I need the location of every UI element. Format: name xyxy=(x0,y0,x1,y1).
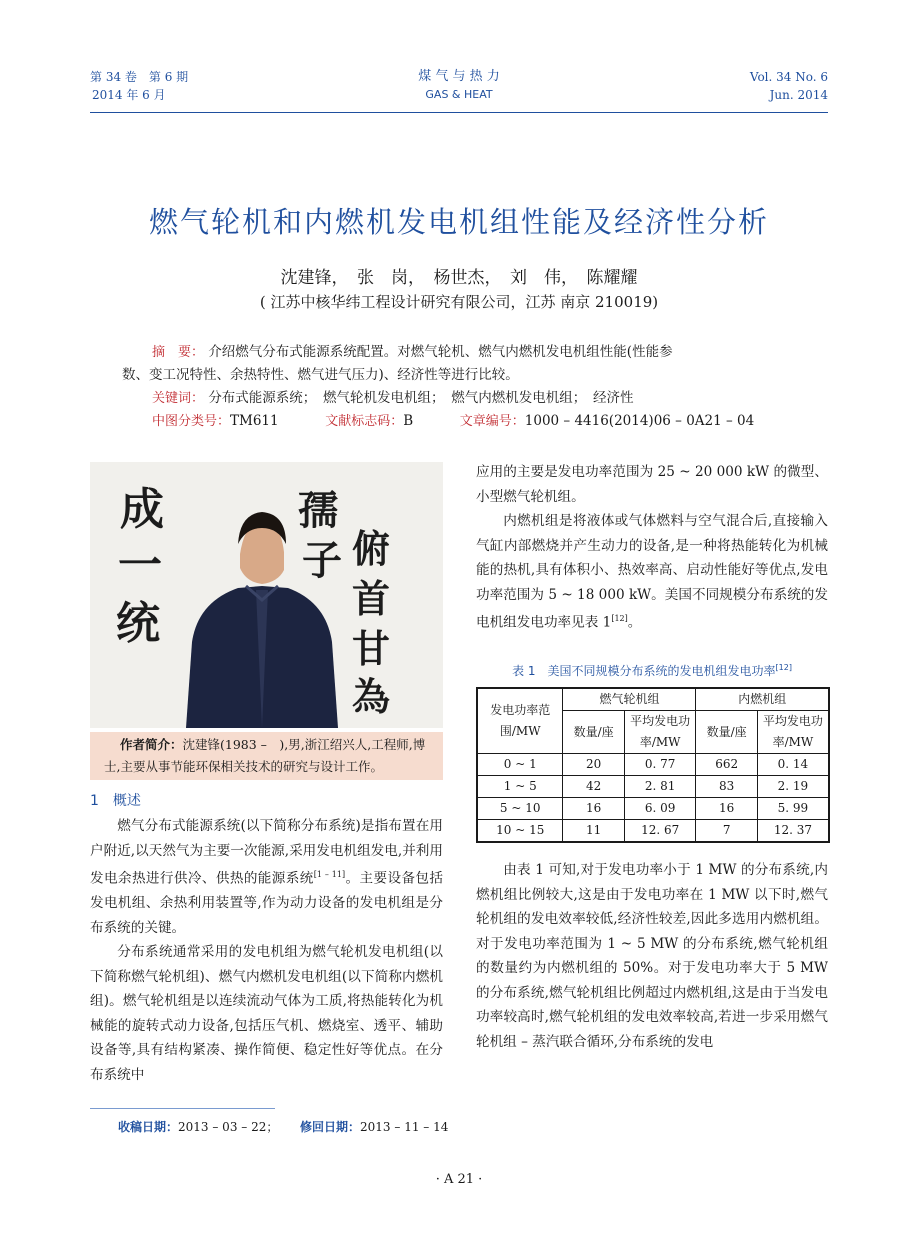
table-cell: 1 ~ 5 xyxy=(477,776,563,798)
table-row xyxy=(477,798,829,820)
calligraphy-char: 甘 xyxy=(352,626,391,671)
paragraph-text: 燃气分布式能源系统(以下简称分布系统)是指布置在用户附近,以天然气为主要一次能源,采用发电机组发电,并利用发电余热进行供冷、供热的能源系统 xyxy=(90,818,443,887)
journal-volume-en xyxy=(668,68,828,104)
header-divider xyxy=(90,112,828,113)
footnote-divider xyxy=(90,1108,275,1109)
table-cell: 5. 99 xyxy=(757,798,829,820)
table-cell: 0 ~ 1 xyxy=(477,754,563,776)
table-cell: 12. 37 xyxy=(757,820,829,843)
citation: [12] xyxy=(775,663,792,672)
left-column xyxy=(90,814,443,1087)
table-cell: 42 xyxy=(563,776,624,798)
section-heading: 1 概述 xyxy=(90,793,141,809)
table-cell: 662 xyxy=(696,754,757,776)
journal-name xyxy=(359,68,559,104)
table-caption-text: 表 1 美国不同规模分布系统的发电机组发电功率 xyxy=(512,664,776,678)
table-cell: 5 ~ 10 xyxy=(477,798,563,820)
calligraphy-char: 一 xyxy=(118,540,162,591)
paragraph xyxy=(476,509,828,635)
calligraphy-char: 為 xyxy=(352,674,391,719)
footnote-dates xyxy=(118,1118,448,1135)
page-number: · A 21 · xyxy=(435,1172,483,1187)
abstract xyxy=(122,341,812,433)
table-cell: 12. 67 xyxy=(624,820,696,843)
paragraph: 应用的主要是发电功率范围为 25 ~ 20 000 kW 的微型、小型燃气轮机组。 xyxy=(476,464,828,505)
right-column-bottom xyxy=(476,858,828,1054)
doc-code-label: 文献标志码： xyxy=(325,414,404,429)
paragraph: 分布系统通常采用的发电机组为燃气轮机发电机组(以下简称燃气轮机组)、燃气内燃机发电机组(以下简称内燃机组)。燃气轮机组是以连续流动气体为工质,将热能转化为机械能的旋转式动力设备,包括压气机、燃烧室、透平、辅助设备等,具有结构紧凑、操作简便、稳定性好等优点。在分布系统中 xyxy=(90,944,443,1083)
journal-volume-info xyxy=(90,68,250,104)
table-header-count: 数量/座 xyxy=(563,711,624,754)
table-header-group: 内燃机组 xyxy=(696,688,829,711)
calligraphy-char: 首 xyxy=(352,576,391,621)
authors: 沈建锋， 张 岗， 杨世杰， 刘 伟， 陈耀耀 xyxy=(280,268,638,288)
revised-date: 2013 – 11 – 14 xyxy=(360,1120,449,1134)
table-cell: 2. 81 xyxy=(624,776,696,798)
calligraphy-char: 成 xyxy=(120,484,164,535)
table-cell: 0. 77 xyxy=(624,754,696,776)
table-header-power: 平均发电功率/MW xyxy=(624,711,696,754)
table-header-range: 发电功率范围/MW xyxy=(477,688,563,754)
received-date: 2013 – 03 – 22； xyxy=(178,1120,279,1134)
revised-label: 修回日期： xyxy=(300,1120,361,1134)
clc-label: 中图分类号： xyxy=(152,414,231,429)
table-cell: 7 xyxy=(696,820,757,843)
table-cell: 2. 19 xyxy=(757,776,829,798)
table-row xyxy=(477,820,829,843)
affiliation: ( 江苏中核华纬工程设计研究有限公司，江苏 南京 210019) xyxy=(259,293,659,311)
volume-issue: 第 34 卷 第 6 期 xyxy=(90,70,189,84)
table-row xyxy=(477,776,829,798)
calligraphy-char: 孺 xyxy=(298,487,338,534)
calligraphy-char: 子 xyxy=(302,537,342,584)
keywords-label: 关键词： xyxy=(152,391,205,406)
bio-label: 作者简介： xyxy=(120,737,183,752)
abstract-label: 摘 要： xyxy=(152,345,205,360)
abstract-text-2: 数、变工况特性、余热特性、燃气进气压力)、经济性等进行比较。 xyxy=(122,367,519,383)
volume-issue-en: Vol. 34 No. 6 xyxy=(749,70,828,84)
paragraph-text: 。主要设备包括发电机组、余热利用装置等,作为动力设备的发电机组是分布系统的关键。 xyxy=(90,870,444,936)
keywords-text: 分布式能源系统； 燃气轮机发电机组； 燃气内燃机发电机组； 经济性 xyxy=(208,390,634,406)
abstract-text-1: 介绍燃气分布式能源系统配置。对燃气轮机、燃气内燃机发电机组性能(性能参 xyxy=(208,344,673,360)
paragraph-text: 。 xyxy=(627,614,642,631)
doc-code-value: B xyxy=(403,413,414,429)
table-cell: 20 xyxy=(563,754,624,776)
author-photo-image xyxy=(90,462,443,728)
table-cell: 11 xyxy=(563,820,624,843)
publication-date: 2014 年 6 月 xyxy=(92,88,166,102)
table-row xyxy=(477,754,829,776)
journal-name-cn: 煤 气 与 热 力 xyxy=(418,69,500,84)
table-cell: 10 ~ 15 xyxy=(477,820,563,843)
table-cell: 83 xyxy=(696,776,757,798)
clc-value: TM611 xyxy=(230,413,279,429)
citation: [1 – 11] xyxy=(313,870,346,879)
paragraph xyxy=(90,814,443,940)
citation: [12] xyxy=(611,614,628,623)
paragraph-text: 内燃机组是将液体或气体燃料与空气混合后,直接输入气缸内部燃烧并产生动力的设备,是一种将热能转化为机械能的热机,具有体积小、热效率高、启动性能好等优点,发电功率范围为 5 ~ 18 000 kW。美国不同规模分布系统的发电机组发电功率见表 1 xyxy=(476,513,828,631)
paragraph: 由表 1 可知,对于发电功率小于 1 MW 的分布系统,内燃机组比例较大,这是由于发电功率在 1 MW 以下时,燃气轮机组的发电效率较低,经济性较差,因此多选用内燃机组。对于发电功率范围为 1 ~ 5 MW 的分布系统,燃气轮机组的数量约为内燃机组的 50%。对于发电功率大于 5 MW 的分布系统,燃气轮机组比例超过内燃机组,这是由于当发电功率较高时,燃气轮机组的发电效率较高,若进一步采用燃气轮机组 – 蒸汽联合循环,分布系统的发电 xyxy=(476,862,828,1050)
article-number-value: 1000 – 4416(2014)06 – 0A21 – 04 xyxy=(524,413,755,429)
table-header-power: 平均发电功率/MW xyxy=(757,711,829,754)
calligraphy-char: 俯 xyxy=(352,526,391,571)
bio-text: 沈建锋(1983 – ),男,浙江绍兴人,工程师,博士,主要从事节能环保相关技术的研究与设计工作。 xyxy=(104,737,426,774)
table-cell: 16 xyxy=(563,798,624,820)
table-header-count: 数量/座 xyxy=(696,711,757,754)
author-bio xyxy=(90,732,443,780)
table-header-group: 燃气轮机组 xyxy=(563,688,696,711)
author-photo xyxy=(90,462,443,728)
right-column-top xyxy=(476,460,828,635)
table-cell: 0. 14 xyxy=(757,754,829,776)
calligraphy-char: 统 xyxy=(116,598,160,649)
publication-date-en: Jun. 2014 xyxy=(769,88,828,102)
data-table xyxy=(476,687,830,843)
journal-name-en: GAS & HEAT xyxy=(425,88,493,101)
paper-title: 燃气轮机和内燃机发电机组性能及经济性分析 xyxy=(148,205,769,239)
received-label: 收稿日期： xyxy=(118,1120,179,1134)
article-number-label: 文章编号： xyxy=(459,414,525,429)
table-caption xyxy=(476,662,828,679)
table-cell: 16 xyxy=(696,798,757,820)
table-cell: 6. 09 xyxy=(624,798,696,820)
